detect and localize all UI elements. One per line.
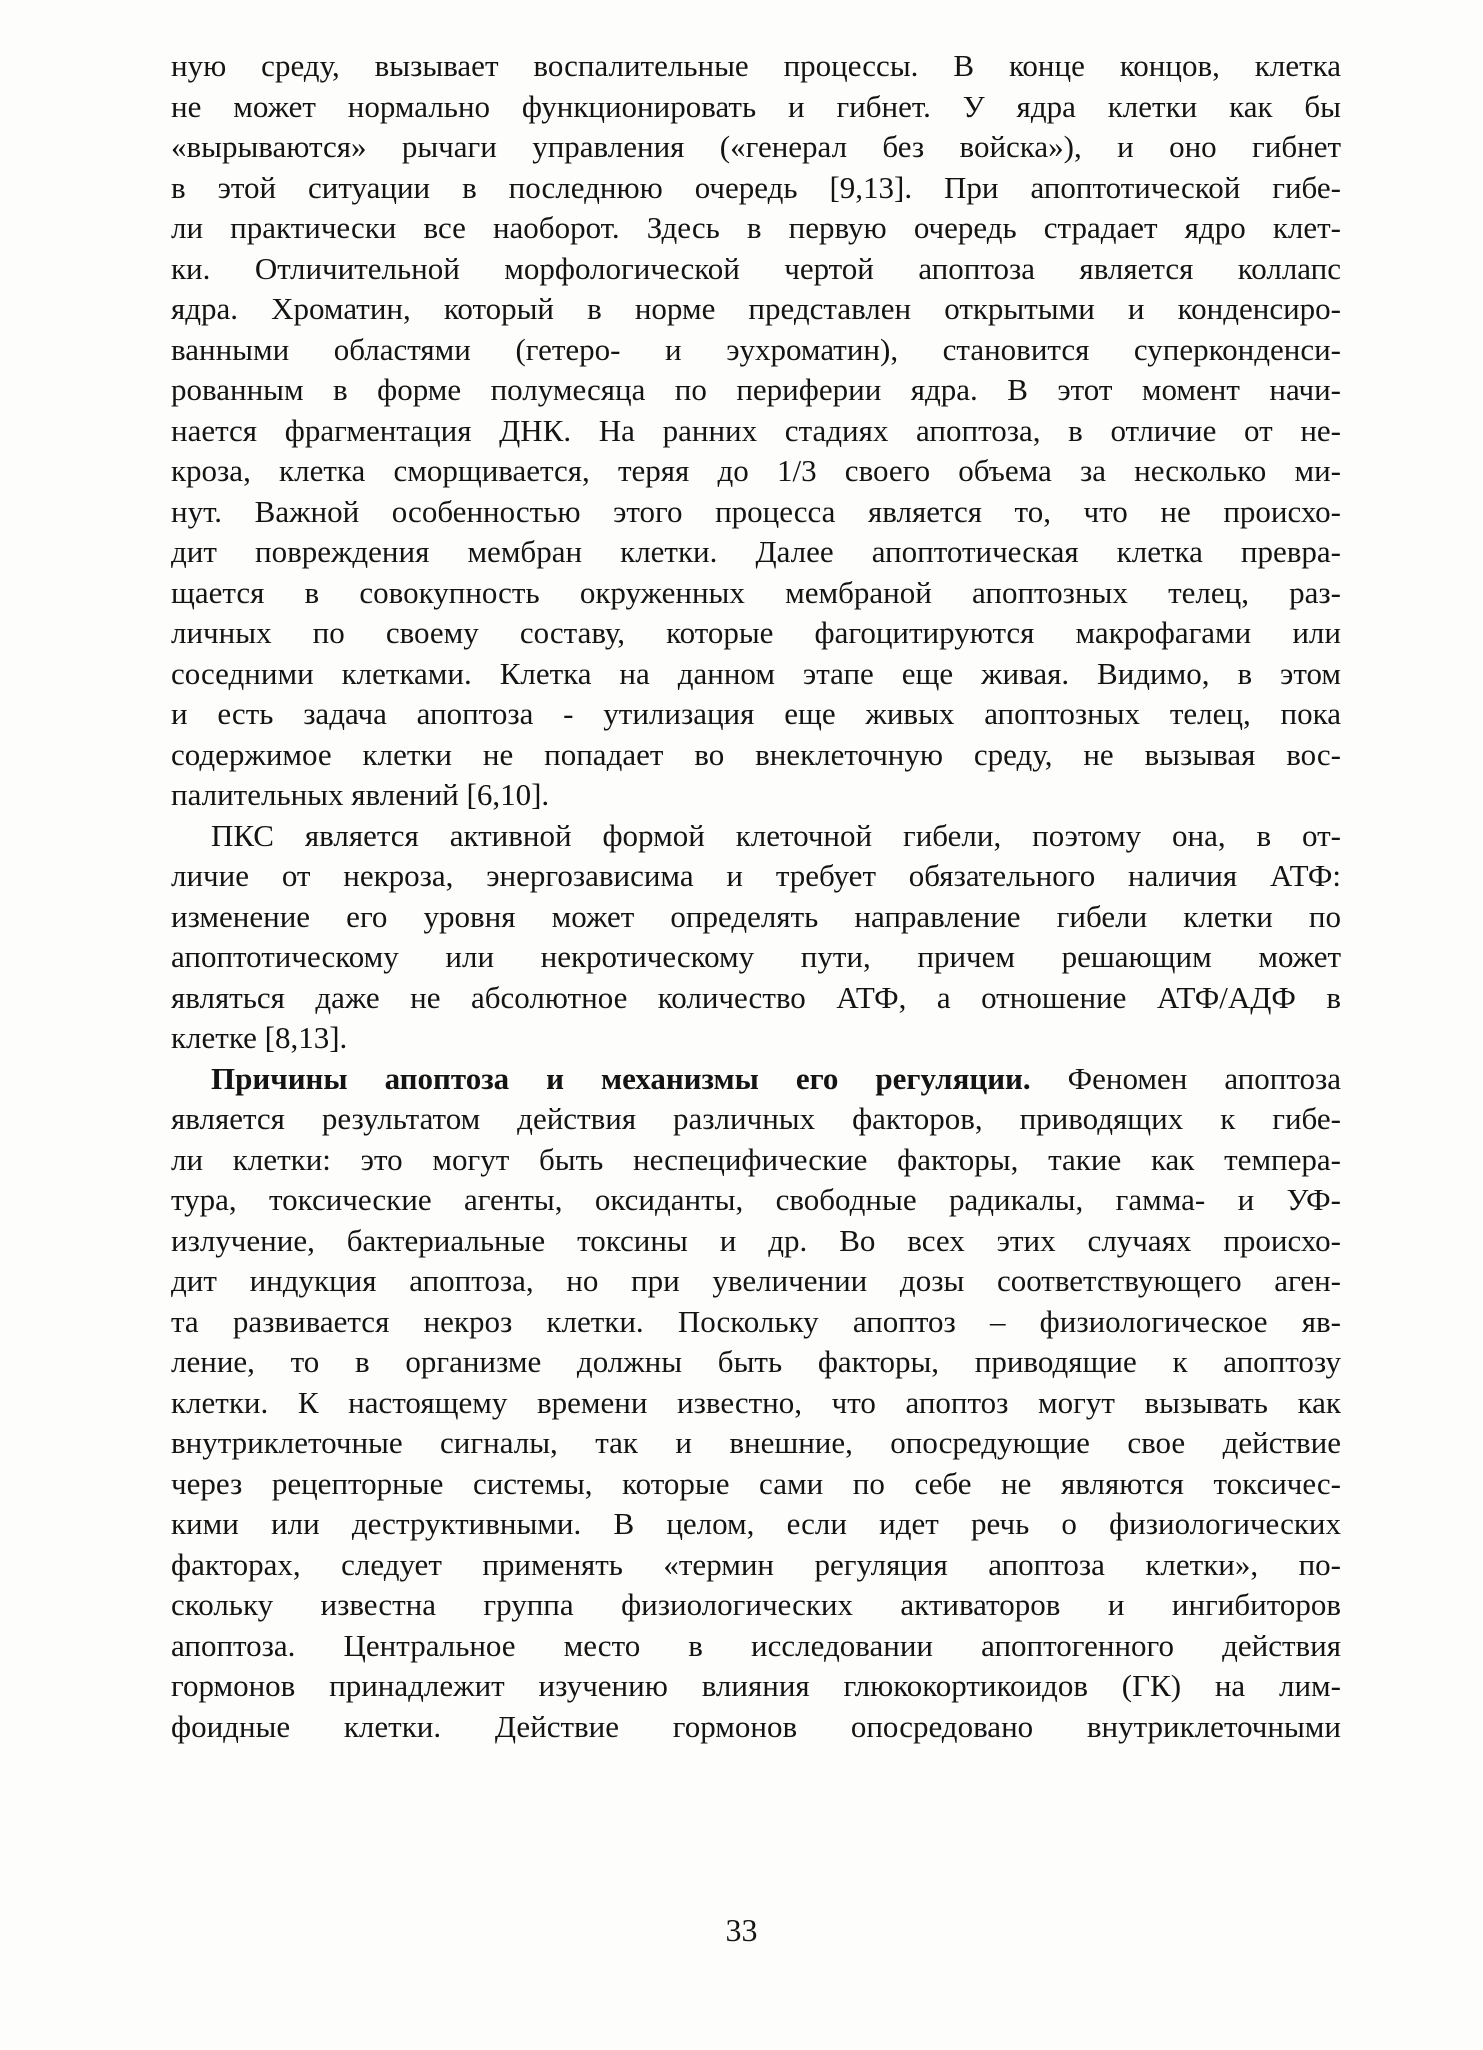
text-line: клетке [8,13]. <box>171 1020 348 1055</box>
body-text <box>171 46 1341 1747</box>
text-line: внутриклеточные сигналы, так и внешние, опосредующие свое действие <box>171 1425 1341 1460</box>
text-line: та развивается некроз клетки. Поскольку апоптоз – физиологическое яв- <box>171 1303 1341 1339</box>
text-line: клетки. К настоящему времени известно, что апоптоз могут вызывать как <box>171 1384 1341 1420</box>
text-line: щается в совокупность окруженных мембраной апоптозных телец, раз- <box>171 574 1341 610</box>
text-line: дит повреждения мембран клетки. Далее апоптотическая клетка превра- <box>171 534 1341 569</box>
text-line: «вырываются» рычаги управления («генерал без войска»), и оно гибнет <box>171 129 1341 164</box>
page-number: 33 <box>725 1912 758 1948</box>
text-line: в этой ситуации в последнюю очередь [9,13]. При апоптотической гибе- <box>171 169 1341 205</box>
text-line: рованным в форме полумесяца по периферии ядра. В этот момент начи- <box>171 372 1341 407</box>
text-line: ли клетки: это могут быть неспецифические факторы, такие как темпера- <box>171 1141 1341 1177</box>
text-line: апоптоза. Центральное место в исследовании апоптогенного действия <box>171 1627 1341 1663</box>
section-heading-line <box>171 1059 1341 1100</box>
text-line: гормонов принадлежит изучению влияния глюкокортикоидов (ГК) на лим- <box>171 1668 1341 1703</box>
text-line: тура, токсические агенты, оксиданты, свободные радикалы, гамма- и УФ- <box>171 1182 1341 1217</box>
text-line-continuation: Феномен апоптоза <box>1067 1060 1341 1096</box>
text-line: факторах, следует применять «термин регуляция апоптоза клетки», по- <box>171 1546 1341 1582</box>
text-line: фоидные клетки. Действие гормонов опосредовано внутриклеточными <box>171 1708 1341 1744</box>
text-line: скольку известна группа физиологических активаторов и ингибиторов <box>171 1587 1341 1622</box>
text-line: личие от некроза, энергозависима и требует обязательного наличия АТФ: <box>171 858 1341 893</box>
text-line: ли практически все наоборот. Здесь в первую очередь страдает ядро клет- <box>171 210 1341 245</box>
text-line: изменение его уровня может определять направление гибели клетки по <box>171 898 1341 934</box>
text-line: личных по своему составу, которые фагоцитируются макрофагами или <box>171 615 1341 650</box>
text-line: кроза, клетка сморщивается, теряя до 1/3 своего объема за несколько ми- <box>171 453 1341 488</box>
text-line: является результатом действия различных факторов, приводящих к гибе- <box>171 1101 1341 1136</box>
text-line: ядра. Хроматин, который в норме представлен открытыми и конденсиро- <box>171 291 1341 326</box>
text-line: содержимое клетки не попадает во внеклеточную среду, не вызывая вос- <box>171 736 1341 772</box>
text-line: нут. Важной особенностью этого процесса является то, что не происхо- <box>171 493 1341 529</box>
text-line: кими или деструктивными. В целом, если идет речь о физиологических <box>171 1506 1341 1541</box>
text-line: не может нормально функционировать и гибнет. У ядра клетки как бы <box>171 88 1341 124</box>
text-line: ление, то в организме должны быть факторы, приводящие к апоптозу <box>171 1344 1341 1379</box>
text-line: являться даже не абсолютное количество АТФ, а отношение АТФ/АДФ в <box>171 979 1341 1015</box>
section-heading: Причины апоптоза и механизмы его регуляции. <box>211 1060 1031 1096</box>
text-line-paragraph-start: ПКС является активной формой клеточной гибели, поэтому она, в от- <box>211 817 1341 853</box>
text-line: через рецепторные системы, которые сами по себе не являются токсичес- <box>171 1465 1341 1501</box>
text-line: и есть задача апоптоза - утилизация еще живых апоптозных телец, пока <box>171 696 1341 731</box>
text-line: ную среду, вызывает воспалительные процессы. В конце концов, клетка <box>171 48 1341 83</box>
text-line: излучение, бактериальные токсины и др. Во всех этих случаях происхо- <box>171 1222 1341 1258</box>
text-line: палительных явлений [6,10]. <box>171 777 550 812</box>
text-line: ванными областями (гетеро- и эухроматин), становится суперконденси- <box>171 331 1341 367</box>
text-line: нается фрагментация ДНК. На ранних стадиях апоптоза, в отличие от не- <box>171 412 1341 448</box>
text-line: соседними клетками. Клетка на данном этапе еще живая. Видимо, в этом <box>171 655 1341 691</box>
text-line: дит индукция апоптоза, но при увеличении дозы соответствующего аген- <box>171 1263 1341 1298</box>
text-line: апоптотическому или некротическому пути, причем решающим может <box>171 939 1341 974</box>
text-line: ки. Отличительной морфологической чертой апоптоза является коллапс <box>171 250 1341 286</box>
